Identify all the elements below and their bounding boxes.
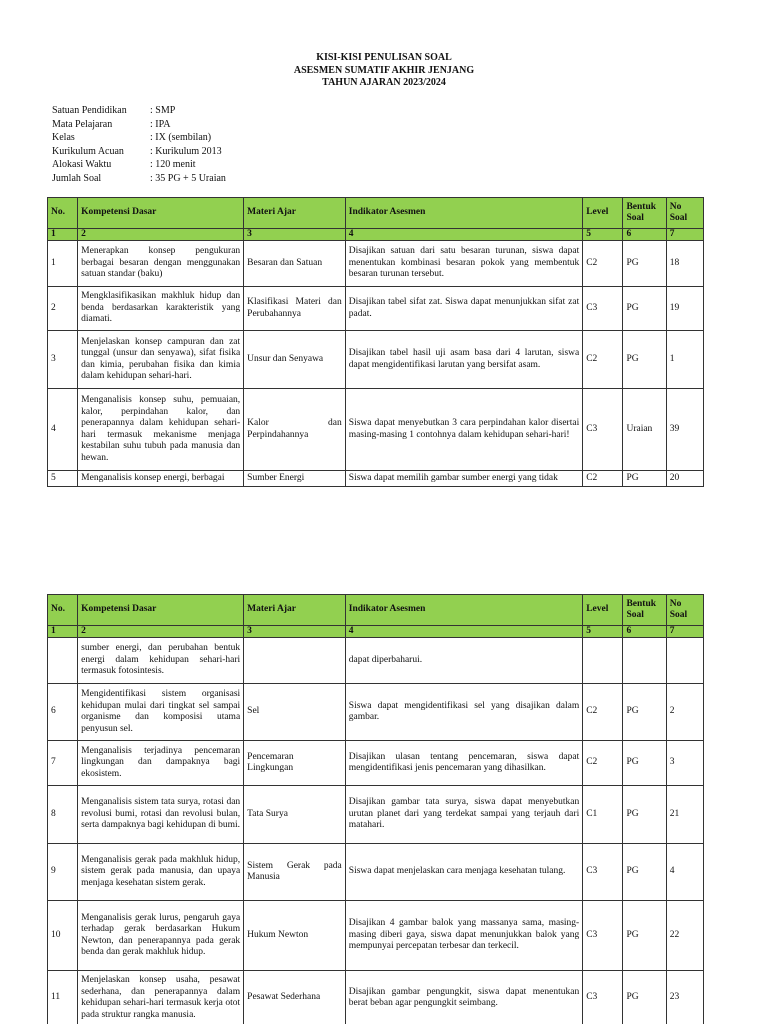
cell-indikator: Siswa dapat memilih gambar sumber energi yang tidak <box>345 471 582 487</box>
cell-level: C3 <box>583 287 623 331</box>
cell-indikator: Siswa dapat menjelaskan cara menjaga kesehatan tulang. <box>345 844 582 901</box>
column-number-cell: 2 <box>78 626 244 638</box>
column-number-cell: 1 <box>48 626 78 638</box>
column-materi-header: Materi Ajar <box>244 198 346 229</box>
cell-kompetensi-dasar: Menganalisis sistem tata surya, rotasi dan revolusi bumi, rotasi dan revolusi bulan, serta dampaknya bagi kehidupan di bumi. <box>78 786 244 844</box>
table-row <box>48 287 704 331</box>
column-number-row <box>48 229 704 241</box>
column-indikator-header: Indikator Asesmen <box>345 595 582 626</box>
column-nosoal-header: No Soal <box>666 595 703 626</box>
cell-level: C2 <box>583 684 623 741</box>
cell-no: 2 <box>48 287 78 331</box>
cell-materi-ajar: Sistem Gerak pada Manusia <box>244 844 346 901</box>
column-kd-header: Kompetensi Dasar <box>78 198 244 229</box>
column-level-header: Level <box>583 198 623 229</box>
cell-bentuk-soal: Uraian <box>623 389 666 471</box>
table-row <box>48 844 704 901</box>
cell-no: 10 <box>48 901 78 971</box>
table-header-row <box>48 198 704 229</box>
cell-no <box>48 638 78 684</box>
cell-bentuk-soal: PG <box>623 844 666 901</box>
cell-materi-ajar: Pencemaran Lingkungan <box>244 741 346 786</box>
meta-row <box>52 145 226 159</box>
meta-value: : Kurikulum 2013 <box>150 145 222 157</box>
cell-bentuk-soal: PG <box>623 684 666 741</box>
column-nosoal-header: No Soal <box>666 198 703 229</box>
heading-line-1: KISI-KISI PENULISAN SOAL <box>316 52 452 63</box>
column-bentuk-header: Bentuk Soal <box>623 595 666 626</box>
cell-no-soal: 39 <box>666 389 703 471</box>
table-header-row <box>48 595 704 626</box>
cell-materi-ajar <box>244 638 346 684</box>
table-row <box>48 638 704 684</box>
column-indikator-header: Indikator Asesmen <box>345 198 582 229</box>
cell-materi-ajar: Sumber Energi <box>244 471 346 487</box>
cell-materi-ajar: Hukum Newton <box>244 901 346 971</box>
cell-no-soal <box>666 638 703 684</box>
cell-kompetensi-dasar: sumber energi, dan perubahan bentuk energi dalam kehidupan sehari-hari termasuk fotosintesis. <box>78 638 244 684</box>
cell-materi-ajar: Kalor dan Perpindahannya <box>244 389 346 471</box>
table-row <box>48 241 704 287</box>
meta-value: : 35 PG + 5 Uraian <box>150 172 226 184</box>
cell-bentuk-soal: PG <box>623 901 666 971</box>
cell-level: C3 <box>583 971 623 1024</box>
meta-row <box>52 131 226 145</box>
kisi-kisi-table-page-1 <box>47 197 704 487</box>
cell-indikator: dapat diperbaharui. <box>345 638 582 684</box>
kisi-kisi-table-page-2 <box>47 594 704 1024</box>
cell-no-soal: 20 <box>666 471 703 487</box>
cell-indikator: Disajikan 4 gambar balok yang massanya sama, masing-masing diberi gaya, siswa dapat menunjukkan balok yang mempunyai percepatan terbesar dan terkecil. <box>345 901 582 971</box>
cell-no: 4 <box>48 389 78 471</box>
cell-level: C1 <box>583 786 623 844</box>
document-heading <box>0 52 768 90</box>
column-materi-header: Materi Ajar <box>244 595 346 626</box>
table-row <box>48 389 704 471</box>
cell-indikator: Siswa dapat menyebutkan 3 cara perpindahan kalor disertai masing-masing 1 contohnya dalam kehidupan sehari-hari! <box>345 389 582 471</box>
cell-materi-ajar: Klasifikasi Materi dan Perubahannya <box>244 287 346 331</box>
cell-kompetensi-dasar: Menganalisis gerak lurus, pengaruh gaya terhadap gerak berdasarkan Hukum Newton, dan penerapannya pada gerak benda dan gerak makhluk hidup. <box>78 901 244 971</box>
column-number-cell: 3 <box>244 229 346 241</box>
cell-level: C2 <box>583 741 623 786</box>
cell-indikator: Disajikan tabel hasil uji asam basa dari 4 larutan, siswa dapat mengidentifikasi larutan yang bersifat asam. <box>345 331 582 389</box>
meta-row <box>52 158 226 172</box>
heading-line-2: ASESMEN SUMATIF AKHIR JENJANG <box>293 64 475 76</box>
cell-level: C3 <box>583 844 623 901</box>
column-number-cell: 3 <box>244 626 346 638</box>
cell-no-soal: 2 <box>666 684 703 741</box>
meta-value: : SMP <box>150 105 176 116</box>
cell-no: 11 <box>48 971 78 1024</box>
cell-kompetensi-dasar: Menjelaskan konsep usaha, pesawat sederhana, dan penerapannya dalam kehidupan sehari-hari termasuk kerja otot pada struktur rangka manusia. <box>78 971 244 1024</box>
cell-bentuk-soal: PG <box>623 786 666 844</box>
cell-kompetensi-dasar: Mengidentifikasi sistem organisasi kehidupan mulai dari tingkat sel sampai organisme dan komposisi utama penyusun sel. <box>78 684 244 741</box>
cell-no-soal: 3 <box>666 741 703 786</box>
cell-indikator: Disajikan satuan dari satu besaran turunan, siswa dapat menentukan kombinasi besaran pokok yang membentuk besaran turunan tersebut. <box>345 241 582 287</box>
cell-no: 5 <box>48 471 78 487</box>
cell-level: C2 <box>583 471 623 487</box>
cell-no-soal: 21 <box>666 786 703 844</box>
cell-no: 9 <box>48 844 78 901</box>
column-number-cell: 7 <box>666 229 703 241</box>
cell-level: C2 <box>583 241 623 287</box>
cell-indikator: Disajikan gambar pengungkit, siswa dapat menentukan berat beban agar pengungkit seimbang. <box>345 971 582 1024</box>
column-number-cell: 4 <box>345 229 582 241</box>
table-row <box>48 901 704 971</box>
meta-label: Alokasi Waktu <box>52 159 112 170</box>
cell-no-soal: 1 <box>666 331 703 389</box>
meta-value: : 120 menit <box>150 159 196 170</box>
cell-no: 7 <box>48 741 78 786</box>
column-number-cell: 6 <box>623 626 666 638</box>
table-row <box>48 471 704 487</box>
cell-kompetensi-dasar: Menganalisis konsep energi, berbagai <box>78 471 244 487</box>
cell-kompetensi-dasar: Menjelaskan konsep campuran dan zat tunggal (unsur dan senyawa), sifat fisika dan kimia, perubahan fisika dan kimia dalam kehidupan sehari-hari. <box>78 331 244 389</box>
cell-indikator: Disajikan ulasan tentang pencemaran, siswa dapat mengidentifikasi jenis pencemaran yang dihasilkan. <box>345 741 582 786</box>
cell-materi-ajar: Besaran dan Satuan <box>244 241 346 287</box>
column-no-header: No. <box>48 198 78 229</box>
cell-bentuk-soal <box>623 638 666 684</box>
cell-no-soal: 23 <box>666 971 703 1024</box>
meta-row <box>52 172 226 186</box>
meta-label: Jumlah Soal <box>52 172 102 184</box>
meta-value: : IX (sembilan) <box>150 132 212 143</box>
column-level-header: Level <box>583 595 623 626</box>
column-number-cell: 5 <box>583 229 623 241</box>
meta-row <box>52 118 226 132</box>
cell-bentuk-soal: PG <box>623 331 666 389</box>
table-row <box>48 331 704 389</box>
meta-value: : IPA <box>150 118 171 130</box>
column-number-cell: 5 <box>583 626 623 638</box>
cell-kompetensi-dasar: Menerapkan konsep pengukuran berbagai besaran dengan menggunakan satuan standar (baku) <box>78 241 244 287</box>
heading-line-3: TAHUN AJARAN 2023/2024 <box>322 77 446 88</box>
cell-kompetensi-dasar: Menganalisis konsep suhu, pemuaian, kalor, perpindahan kalor, dan penerapannya dalam kehidupan sehari-hari termasuk mekanisme menjaga kestabilan suhu tubuh pada manusia dan hewan. <box>78 389 244 471</box>
cell-kompetensi-dasar: Menganalisis gerak pada makhluk hidup, sistem gerak pada manusia, dan upaya menjaga kesehatan sistem gerak. <box>78 844 244 901</box>
column-no-header: No. <box>48 595 78 626</box>
column-kd-header: Kompetensi Dasar <box>78 595 244 626</box>
cell-no-soal: 19 <box>666 287 703 331</box>
column-number-cell: 6 <box>623 229 666 241</box>
cell-level: C2 <box>583 331 623 389</box>
cell-level: C3 <box>583 389 623 471</box>
document-meta <box>52 104 226 185</box>
column-number-row <box>48 626 704 638</box>
cell-materi-ajar: Pesawat Sederhana <box>244 971 346 1024</box>
cell-no-soal: 4 <box>666 844 703 901</box>
cell-bentuk-soal: PG <box>623 471 666 487</box>
column-number-cell: 4 <box>345 626 582 638</box>
table-row <box>48 684 704 741</box>
meta-label: Kelas <box>52 132 75 143</box>
column-number-cell: 2 <box>78 229 244 241</box>
table-row <box>48 741 704 786</box>
cell-materi-ajar: Unsur dan Senyawa <box>244 331 346 389</box>
cell-no-soal: 18 <box>666 241 703 287</box>
meta-label: Mata Pelajaran <box>52 118 113 130</box>
cell-bentuk-soal: PG <box>623 241 666 287</box>
cell-no-soal: 22 <box>666 901 703 971</box>
meta-label: Satuan Pendidikan <box>52 105 127 116</box>
table-row <box>48 971 704 1024</box>
cell-indikator: Disajikan tabel sifat zat. Siswa dapat menunjukkan sifat zat padat. <box>345 287 582 331</box>
cell-level: C3 <box>583 901 623 971</box>
column-bentuk-header: Bentuk Soal <box>623 198 666 229</box>
cell-no: 8 <box>48 786 78 844</box>
cell-no: 6 <box>48 684 78 741</box>
cell-bentuk-soal: PG <box>623 287 666 331</box>
cell-indikator: Disajikan gambar tata surya, siswa dapat menyebutkan urutan planet dari yang terdekat sampai yang terjauh dari matahari. <box>345 786 582 844</box>
cell-bentuk-soal: PG <box>623 971 666 1024</box>
column-number-cell: 7 <box>666 626 703 638</box>
cell-level <box>583 638 623 684</box>
cell-materi-ajar: Tata Surya <box>244 786 346 844</box>
cell-materi-ajar: Sel <box>244 684 346 741</box>
cell-bentuk-soal: PG <box>623 741 666 786</box>
meta-label: Kurikulum Acuan <box>52 145 124 157</box>
cell-kompetensi-dasar: Mengklasifikasikan makhluk hidup dan benda berdasarkan karakteristik yang diamati. <box>78 287 244 331</box>
table-row <box>48 786 704 844</box>
cell-kompetensi-dasar: Menganalisis terjadinya pencemaran lingkungan dan dampaknya bagi ekosistem. <box>78 741 244 786</box>
cell-no: 1 <box>48 241 78 287</box>
cell-indikator: Siswa dapat mengidentifikasi sel yang disajikan dalam gambar. <box>345 684 582 741</box>
cell-no: 3 <box>48 331 78 389</box>
meta-row <box>52 104 226 118</box>
column-number-cell: 1 <box>48 229 78 241</box>
